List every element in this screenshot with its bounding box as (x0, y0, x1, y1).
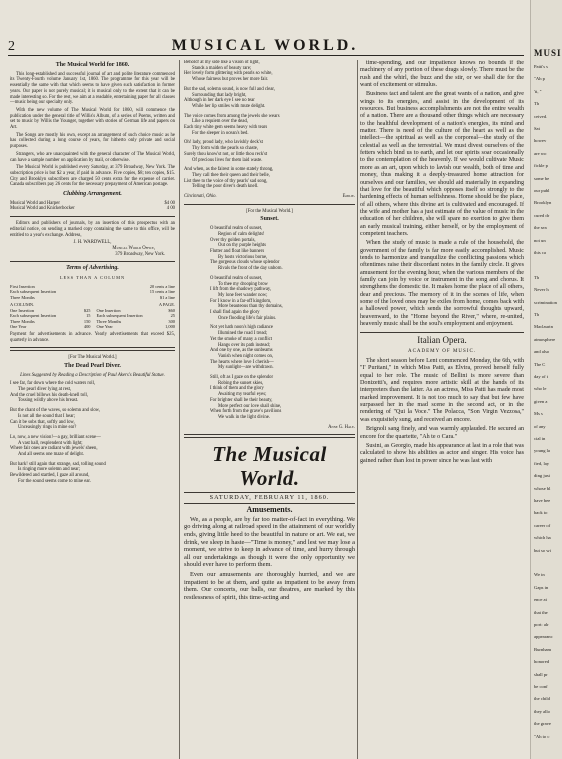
rate-cell: Each subsequent Insertion (96, 313, 143, 319)
rate-cell: Each subsequent Insertion (10, 313, 57, 319)
paragraph: Strangers, who are unacquainted with the general character of The Musical World, can have a sample number on application by mail, or otherwise. (10, 151, 175, 163)
poem-line: My lone feet wander now; (218, 292, 268, 298)
poem-line: For the sleeper in ocean's bed. (192, 130, 249, 136)
adjacent-line: Gaps in (534, 584, 549, 590)
clubbing-title: Clubbing Arrangement. (63, 191, 122, 198)
poem-line: I think of them and the glory (210, 386, 264, 392)
column-divider (357, 60, 358, 759)
sunset-author: Anne G. Hale. (328, 424, 355, 430)
terms-subtitle: LESS THAN A COLUMN (59, 275, 126, 281)
paragraph: The Musical World is published every Saturday, at 379 Broadway, New York. The subscription price is but $2 a year, if paid in advance. Five copies, $8; ten copies, $15. City and Brooklyn subscribers are charged 50 cents extra for the expense of carrier. Canada subscribers pay 26 cents for the necessary prepayment of American postage. (10, 165, 175, 188)
poem-stanza (184, 87, 355, 110)
poem-continued (184, 60, 355, 190)
page-rates-head: A PAGE. (158, 302, 175, 308)
poem-line: Lo, now, a new vision!—a gay, brilliant scene— (10, 434, 101, 440)
rate-label: First Insertion (10, 283, 35, 289)
adjacent-line: which ha (534, 535, 551, 541)
poem-line: Bewildered and startled, I gaze all around, (10, 473, 90, 479)
adjacent-line: they allo (534, 708, 550, 714)
column-3 (360, 60, 524, 757)
opera-title: Italian Opera. (417, 335, 467, 346)
adjacent-line: this ca (534, 250, 546, 255)
poem-line: Still, oft as I gaze on the splendor (210, 375, 274, 381)
divider (10, 261, 175, 262)
paper-title: The Musical World. (212, 442, 327, 491)
paragraph: time-spending, and our impatience knows no bounds if the machinery of any portion of these drags slowly. There must be the rush and the whirl, the buzz and the stir, or we shall die for the want of excitement or stimulus. (360, 60, 524, 89)
rate-cell: 1,000 (165, 324, 175, 330)
poem-line: By hosts victorious borne, (218, 254, 268, 260)
poem-place: Cincinnati, Ohio. (184, 194, 217, 200)
poem-stanza (10, 381, 175, 404)
adjacent-line: 'ti, " (534, 88, 542, 94)
divider (184, 492, 355, 493)
rate-cell: One Year (10, 324, 27, 330)
poem-line: Of precious lives for them laid waste. (192, 157, 263, 163)
paragraph: Even our amusements are thoroughly hurried, and we are impatient to be at them, and quite as impatient to be away from them. Our concerts, our balls, our theatres, are marked by this restlessness of spirit, this time-acting and (184, 570, 355, 601)
divider (10, 347, 175, 351)
sunset-poem (184, 226, 355, 421)
poem-line: Unceasingly rings in mine ear? (18, 425, 77, 431)
rate-cell: 150 (83, 318, 91, 324)
poem-line: Surrounding that lady bright, (192, 92, 247, 98)
adjacent-line: fickle p (534, 163, 548, 169)
poem-stanza (184, 167, 355, 190)
poem-line: When forth from the grave's pavilions (210, 409, 282, 415)
adjacent-line: be conf (534, 684, 548, 689)
rate-cell: One Insertion (96, 307, 121, 313)
poem-line: They call thee their queen and their belle, (192, 172, 270, 178)
adjacent-line: honored (534, 659, 550, 665)
poem-line: Stands a maiden of beauty rare; (192, 65, 252, 71)
adjacent-line: back to (534, 510, 548, 516)
terms-table (10, 284, 175, 301)
poem-stanza (184, 60, 355, 83)
adjacent-line: atmosphere (534, 336, 556, 342)
adjacent-line: We in (534, 572, 545, 578)
poem-stanza (210, 276, 355, 322)
poem-line: More perfect our love shall shine, (218, 403, 282, 409)
rate-price: 4 00 (166, 206, 175, 212)
adjacent-line: young la (534, 448, 550, 454)
prospectus-body (10, 72, 175, 188)
sunset-title: Sunset. (260, 216, 279, 223)
column-1 (10, 60, 175, 757)
opera-subtitle: ACADEMY OF MUSIC. (407, 348, 477, 354)
poem-line: Is ringing more solemn and near; (18, 467, 81, 473)
masthead-rule (8, 55, 524, 56)
terms-title: Terms of Advertising. (66, 265, 119, 272)
adjacent-line: Th (534, 101, 540, 107)
column-rates-head: A COLUMN. (10, 302, 35, 308)
poem-line: And when, as the fairest in some stately throng, (184, 167, 274, 173)
rate-label: Three Months (10, 294, 35, 300)
poem-line: Surely thou know'st not, or little thou reck'st (184, 151, 268, 157)
adjacent-line: appearanc (534, 634, 553, 640)
poem-line: We walk in the light divine. (218, 414, 270, 420)
rate-price: $4 00 (164, 200, 175, 206)
adjacent-line: ceived. (534, 113, 548, 119)
poem-line: Over thy golden portals, (210, 237, 256, 243)
poem-line: My sunlight—are withdrawn. (218, 365, 274, 371)
rate-cell: 300 (168, 318, 175, 324)
poem-stanza (210, 226, 355, 272)
poem-line: Hangs over its path instead; (218, 342, 271, 348)
poem-line: For I know in a far-off kingdom, (210, 298, 272, 304)
adjacent-line: but so wi (534, 547, 551, 553)
poem-body (10, 381, 175, 484)
poem-line: Is not all the sound that I hear; (18, 413, 76, 419)
adjacent-line: Burnham (534, 646, 552, 652)
divider (184, 503, 355, 504)
paragraph: This long-established and successful journal of art and polite literature commenced its Twenty-Fourth volume January 1st, 1860. The programme for this year will be essentially the same with that which seems to have given such satisfaction in former years. Our paper is not purely musical; it is musical only to the extent that it can be made interesting so. For the rest, we aim at a readable, entertaining paper for all classes—music being our specialty only. (10, 71, 175, 106)
adjacent-line: ding just (534, 473, 550, 479)
paragraph: When the study of music is made a rule of the household, the government of the family is far more easily accomplished. Music tends to harmonize and tranquilize the conflicting passions which oftentimes raise their discordant notes in the family circle. It gives amusement for the evening hour, when the various members of the family can join by voice or instrument in the song and chorus. It strengthens the domestic tie. It makes home the place of all others, dear and precious. The memory of it in the scenes of life, when some of the loved ones may be exiles from home, comes back with a hallowed power, which sends the sorrowful thoughts upward, heavenward, to the "Home beyond the River," where, re-united, heavenly music shall be the soul's employment and enjoyment. (360, 240, 524, 328)
poem-line: To thee my drooping brow (218, 281, 268, 287)
opera-body (360, 358, 524, 465)
adjacent-masthead: MUSI (534, 48, 562, 58)
poem-line: Tossing wildly above his breast. (18, 398, 79, 404)
poem-stanza (184, 114, 355, 137)
adjacent-line: who le (534, 386, 547, 392)
payment-note: Payment for advertisements in advance. Yearly advertisements that exceed $25, quarterly in advance. (10, 331, 175, 343)
poem-line: O beautiful realm of sunset, (210, 275, 263, 281)
adjacent-line: the child (534, 696, 550, 702)
rate-cell: One Year (96, 324, 113, 330)
column-divider (179, 60, 180, 759)
adjacent-line: the sea (534, 225, 547, 231)
adjacent-line: shall pr (534, 671, 548, 677)
clubbing-list (10, 201, 175, 212)
poem-stanza (210, 375, 355, 421)
adjacent-line: that the (534, 609, 548, 615)
rate-cell: $25 (83, 307, 91, 313)
rates-table (10, 308, 175, 330)
poem-line: More beauteous than thy domains, (218, 304, 283, 310)
adjacent-line: given a (534, 398, 548, 404)
adjacent-line: The C (534, 361, 546, 367)
poem-line: And one by one, as the sunbeams (210, 348, 273, 354)
poem-line: The hearts where love I cherish— (210, 359, 274, 365)
poem-stanza (10, 462, 175, 485)
paragraph: Susini, as Georgio, made his appearance at last in a role that was calculated to show his abilities as actor and singer. His voice has gained rather than lost in power since he was last with (360, 442, 524, 464)
poem-line: Can it be sobs that, softly and low, (10, 419, 75, 425)
poem-title: The Dead Pearl Diver. (64, 362, 121, 369)
article-continued (360, 60, 524, 328)
divider (184, 204, 355, 205)
amusements-title: Amusements. (246, 505, 293, 515)
adjacent-line: Patti's s (534, 64, 548, 69)
rate-cell: $60 (168, 307, 175, 313)
paragraph: We, as a people, are by far too matter-of-fact in everything. We go driving along at railroad speed in the attainment of our worldly ends, giving little heed to the beautiful in nature or art. We eat, we drink, we sleep in haste—"Time is money," and lest we may lose a moment, we strive to keep in advance of time, and hurry through all our undertakings as though it were the only opportunity we should ever have to perform them. (184, 515, 355, 569)
rate-price: 20 cents a line (149, 283, 175, 289)
paragraph: The short season before Lent commenced Monday, the 6th, with "I' Puritani," in which Miss Patti, as Elvira, proved herself fully equal to her role. The music of Bellini is more severe than Donizetti's, and requires more artistic skill at the hands of its interpreters than the latter. As an actress, Miss Patti has made most marked improvement. It is not too much to say that but few have surpassed her in the mad scene in the second act, or in the rendering of "Qui la Voce." The Polacca, "Son Virgin Vezzosa," was exquisitely sung, and received an encore. (360, 358, 524, 423)
poem-author: Emilie. (342, 194, 355, 200)
rate-price: $1 a line (159, 294, 175, 300)
adjacent-line: "Ah to c (534, 733, 550, 739)
masthead: MUSICAL WORLD. (171, 37, 359, 54)
poem-line: For brighter shall be their beauty, (210, 397, 273, 403)
paragraph: Brignoli sang finely, and was warmly applauded. He secured an encore for the quartette, "Ah te o Cara." (360, 426, 524, 440)
sunset-source: [For the Musical World.] (246, 208, 293, 214)
adjacent-line: Sat (534, 126, 540, 131)
poem-line: And all seems one maze of delight. (18, 452, 84, 458)
editors-note: Editors and publishers of journals, by an insertion of this prospectus with an editorial notice, on sending a marked copy containing the same to this office, will be entitled to a year's exchange. Address, (10, 221, 175, 238)
poem-stanza (10, 408, 175, 431)
adjacent-line: our publ (534, 188, 550, 193)
poem-line: Region of calm delights! (218, 231, 265, 237)
poem-line: The gorgeous clouds whose splendor (210, 260, 280, 266)
poem-line: And the cruel billows his death-knell toll, (10, 392, 88, 398)
poem-line: Vanish when night comes on, (218, 353, 274, 359)
poem-line: For the sound seems come to mine ear. (18, 478, 91, 484)
adjacent-line: have bee (534, 498, 551, 503)
poem-line: But hark! still again that strange, sad, tolling sound (10, 461, 106, 467)
poem-line: Oh! lady, proud lady, who lavishly deck'st (184, 140, 263, 146)
rate-label: Musical World and Harper (10, 200, 60, 206)
page-number: 2 (8, 39, 15, 54)
poem-line: While her lip smiles with mute delight. (192, 103, 266, 109)
paragraph: Business tact and talent are the great wants of a nation, and give wings to its energies, and assist in the development of its resources. But business accomplishments are not the entire wealth of a nation. There are a thousand other things which are necessary to the healthful development of a nation's energies, its mind and matter. There is need of the culture of the heart as well as the intellect—the spiritual as well as the corporeal—the study of the celestial as well as the terrestrial. We must divest ourselves of the fetters which bind us to earth, and let our spirits soar occasionally to the contemplation of the heavenly. If we would cultivate Music more as an art, upon which to lavish our wealth, both of time and money, thus making it a deeply-treasured home attraction for ourselves and our families, we should aid materially in expanding that love for the beautiful which opposes itself so strongly to the hardening effects of human selfishness. Home should be the place, of all others, where this divine art is cultivated and encouraged. If the wife and mother has a just estimate of the value of music in the education of her children, she will spare no exertion to give them an early musical training, either herself, or by the employment of competent teachers. (360, 91, 524, 237)
adjacent-line: port: alr (534, 622, 549, 627)
poem-line: Out on thy purple heights (218, 243, 266, 249)
adjacent-line: cured dr (534, 212, 550, 218)
poem-line: O beautiful realm of sunset, (210, 226, 263, 232)
adjacent-line: fied, lay (534, 460, 550, 466)
poem-line: Although in her dark eye I see no tear (184, 98, 255, 104)
dateline: SATURDAY, FEBRUARY 11, 1860. (209, 494, 330, 502)
rate-cell: 400 (83, 324, 91, 330)
rate-price: 15 cents a line (149, 289, 175, 295)
poem-line: Whose fairness but proves her more fair. (192, 77, 269, 83)
adjacent-line: Brooklyn (534, 200, 552, 206)
adjacent-line: Never h (534, 287, 549, 293)
paragraph: With the new volume of The Musical World for 1860, will commence the publication under the general title of Willis's Album, of a series of Poems, written and set to music by Willis the Younger, together with stories of German life and papers on Art. (10, 107, 175, 131)
poem-line: A vast hall, resplendent with light; (18, 440, 83, 446)
poem-line: Thy form with the pearls so chaste, (192, 146, 258, 152)
adjacent-line: Th (534, 274, 540, 280)
adjacent-line: and also (534, 349, 550, 355)
poem-line: Each tiny white gem seems heavy with tears (184, 125, 268, 131)
poem-line: Not yet hath noon's high radiance (210, 325, 273, 331)
poem-line: List thee to the voice of thy pearls' sad song, (184, 178, 268, 184)
poem-line: The voice comes from among the jewels she wears (184, 113, 280, 119)
poem-line: Robing the sunset skies, (218, 380, 264, 386)
rate-cell: Three Months (96, 318, 122, 324)
adjacent-line: scrimination (534, 299, 557, 305)
rate-label: Each subsequent Insertion (10, 289, 57, 295)
poem-subtitle: Lines Suggested by Reading a Description of Paul Akers's Beautiful Statue. (20, 372, 165, 378)
poem-line: Awaiting my tearful eyes; (218, 392, 267, 398)
prospectus-title: The Musical World for 1860. (55, 62, 130, 68)
poem-line: Behold! at my side like a vision of light, (184, 60, 260, 65)
poem-line: The pearl diver lying at rest, (18, 387, 72, 393)
adjacent-line: day of t (534, 374, 549, 379)
divider (360, 332, 524, 333)
adjacent-line: some be (534, 175, 550, 181)
column-2 (184, 60, 355, 757)
address-name: J. H. WARDWELL, (73, 240, 112, 246)
poem-line: Yet the smoke of many a conflict (210, 336, 273, 342)
address-office: Musical World Office, (112, 245, 155, 251)
poem-line: Flutter and float like banners (210, 248, 265, 254)
poem-line: Where fair ones are radiant with jewels' sheen, (10, 446, 98, 452)
rate-row (10, 295, 175, 301)
rate-cell: 15 (86, 313, 91, 319)
poem-line: I see far, far down where the cold waters roll, (10, 381, 96, 387)
adjacent-line: of any (534, 423, 546, 429)
rate-cell: 25 (170, 313, 175, 319)
divider (184, 434, 355, 438)
poem-line: Her lovely form glittering with pearls so white, (184, 71, 273, 77)
poem-stanza (184, 140, 355, 163)
poem-line: Once flooding life's fair plains. (218, 315, 277, 321)
adjacent-line: howev (534, 138, 547, 144)
poem-line: Like a requiem over the dead, (192, 119, 248, 125)
rate-row (10, 324, 175, 330)
poem-line: I shall find again the glory (210, 310, 260, 316)
rate-label: Musical World and Knickerbocker (10, 206, 75, 212)
adjacent-line: Ms s (534, 411, 543, 417)
adjacent-line: Maclaurin (534, 324, 553, 330)
poem-stanza (10, 435, 175, 458)
rate-cell: Three Months (10, 318, 35, 324)
amusements-body (184, 516, 355, 602)
adjacent-line: are wo (534, 150, 547, 156)
poem-line: Illumined the road I tread; (218, 331, 268, 337)
adjacent-line: ence at (534, 597, 547, 603)
poem-line: But the chant of the waves, so solemn and slow, (10, 408, 100, 414)
paragraph: The Songs are mostly his own, except an arrangement of such choice music as he has collected during a long course of years, for hitherto only private and social purposes. (10, 132, 175, 150)
adjacent-line: Th (534, 312, 540, 317)
divider (10, 216, 175, 217)
rate-cell: One Insertion (10, 307, 35, 313)
adjacent-line: "Ah p (534, 76, 545, 82)
poem-line: Telling the poor diver's death knell. (192, 184, 259, 190)
adjacent-line: whose bl (534, 485, 551, 491)
adjacent-line: the grave (534, 721, 551, 727)
rate-row (10, 206, 175, 212)
poem-line: But the sad, solemn sound, is now full and clear, (184, 86, 275, 92)
adjacent-line: cial in (534, 436, 546, 441)
address-street: 379 Broadway, New York. (115, 251, 165, 257)
poem-source: [For The Musical World.] (68, 355, 117, 361)
adjacent-page-edge (531, 0, 562, 759)
adjacent-line: career of (534, 522, 551, 528)
poem-line: Rivals the front of the day unborn. (218, 266, 283, 272)
adjacent-line: not un (534, 237, 546, 243)
poem-stanza (210, 325, 355, 371)
poem-line: I lift from the shadowy pathway, (210, 287, 272, 293)
